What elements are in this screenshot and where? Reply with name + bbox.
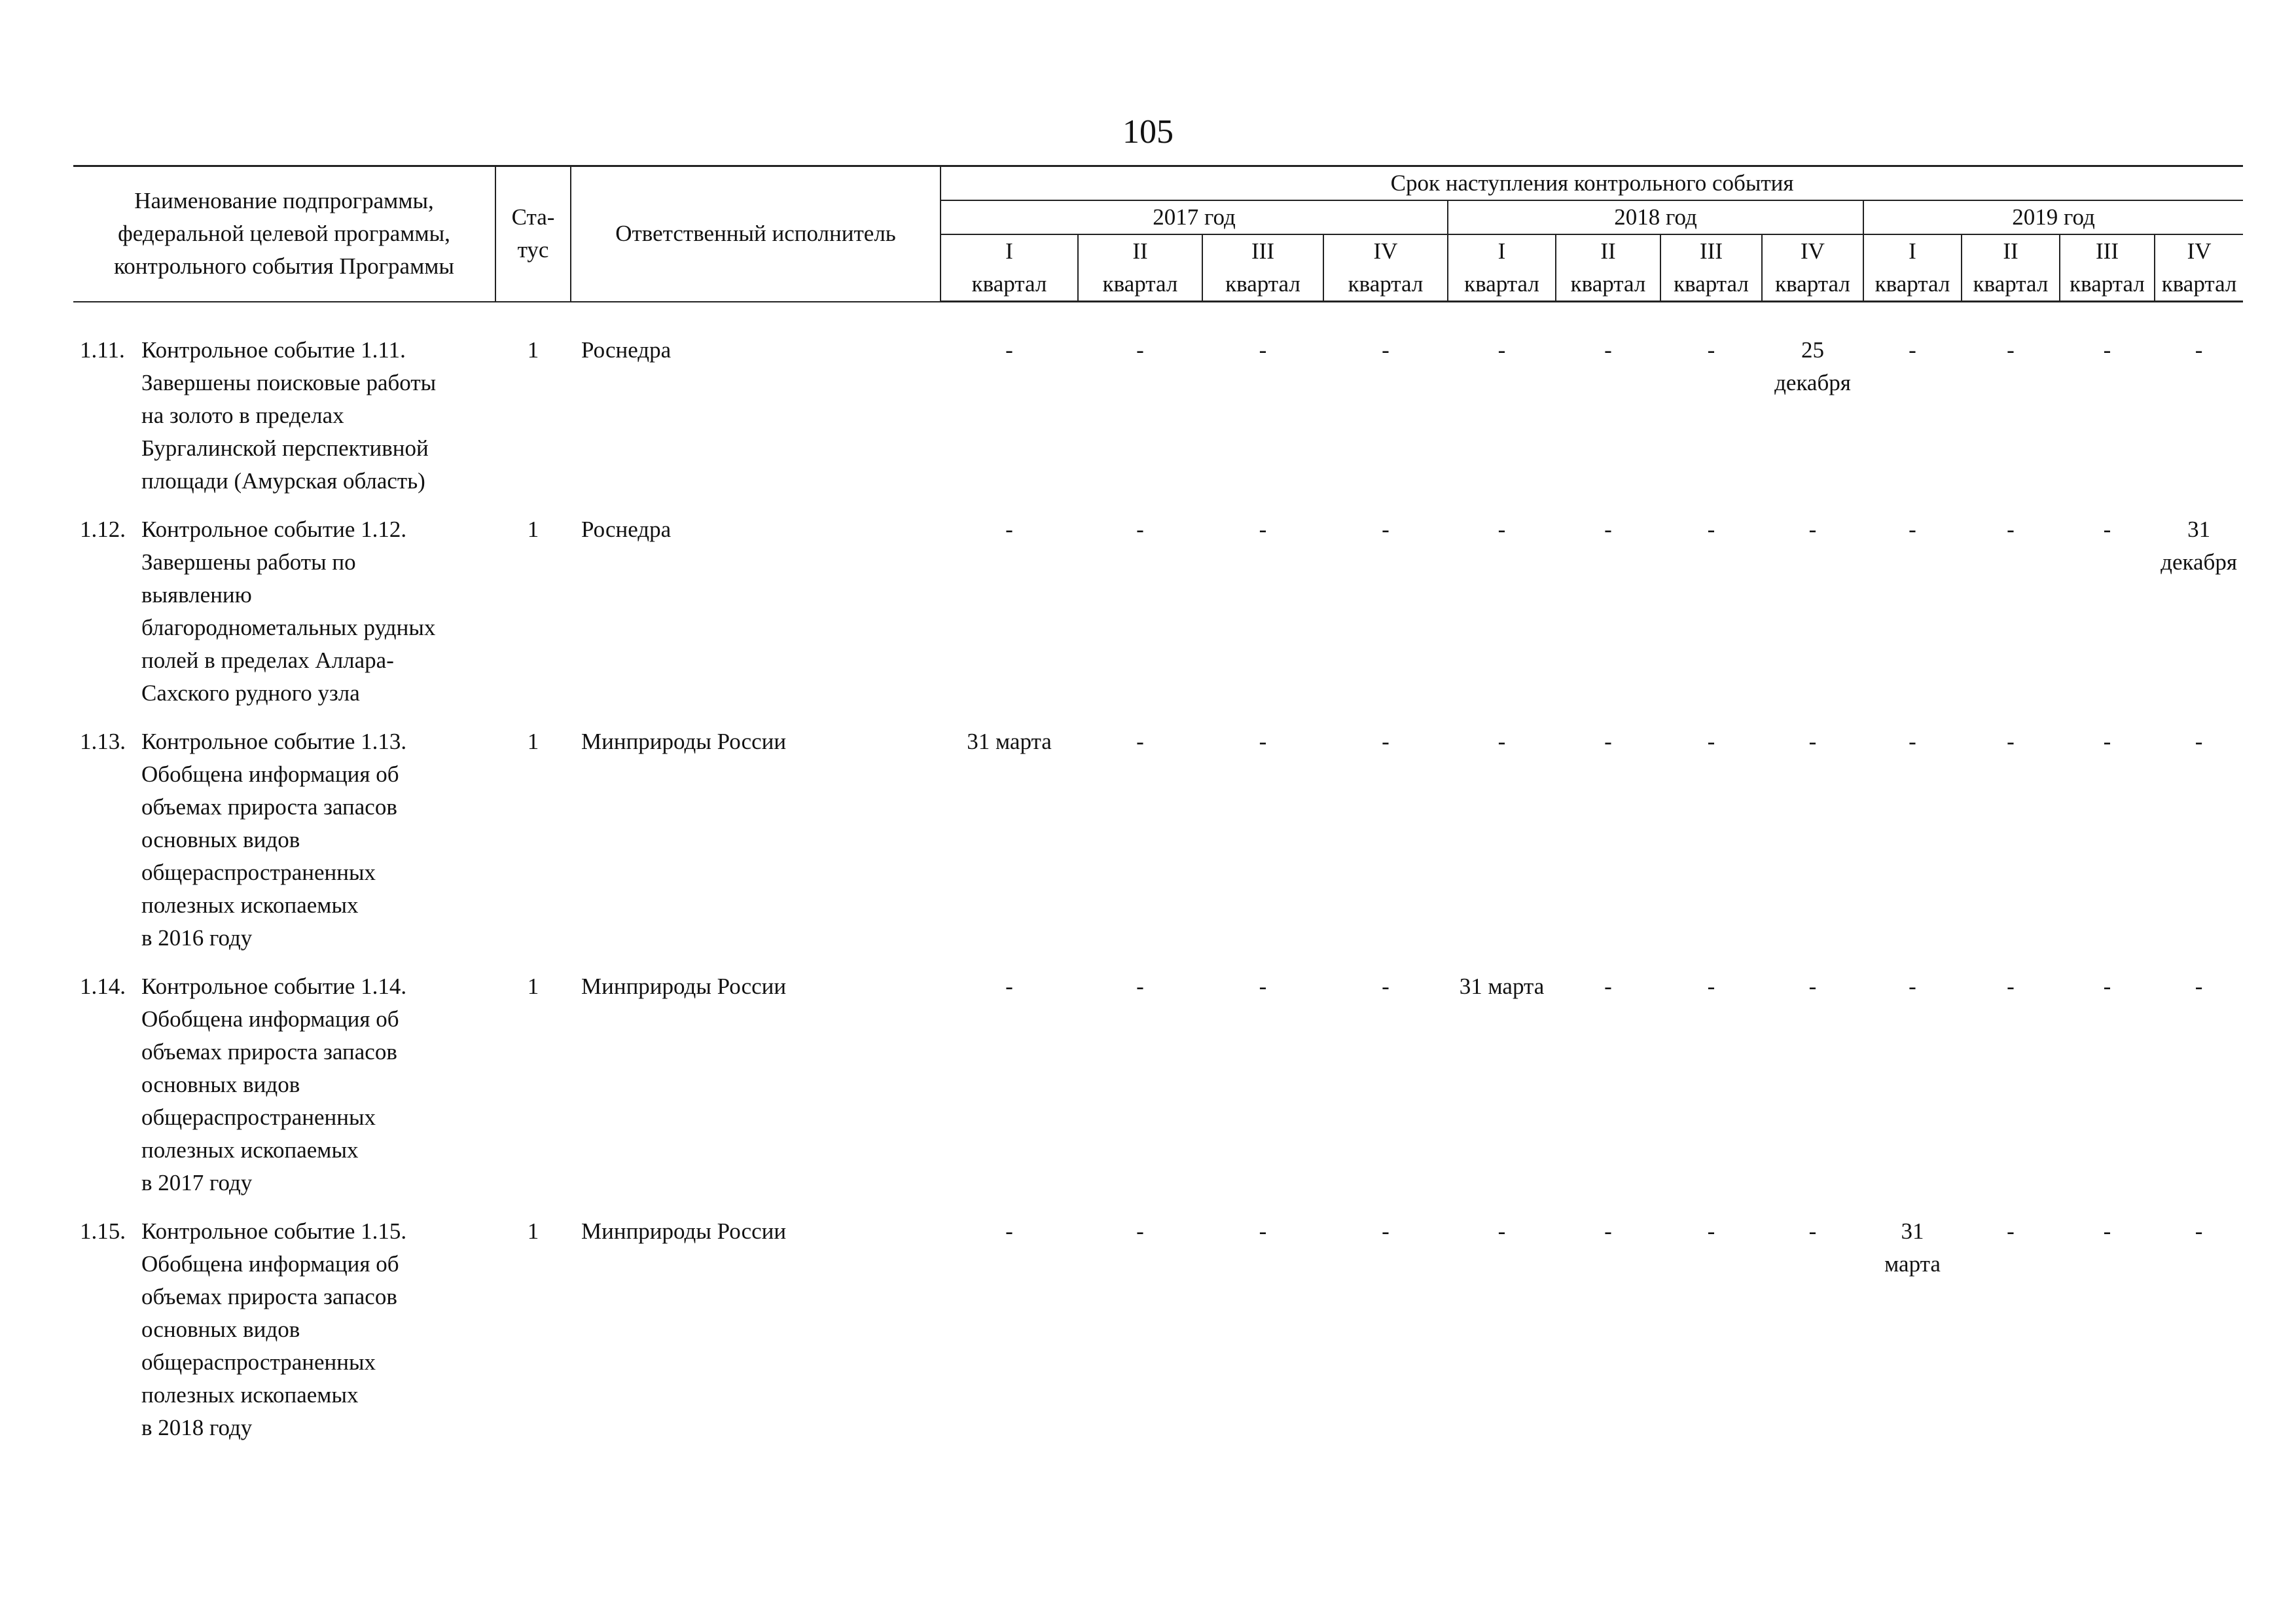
quarter-deadline-cell: - (2103, 974, 2111, 999)
quarter-deadline-cell: - (2007, 729, 2015, 754)
quarter-deadline-cell: - (1498, 337, 1506, 363)
quarter-deadline-cell: - (1498, 517, 1506, 542)
quarter-deadline-cell: - (1498, 1218, 1506, 1244)
header-executor-column: Ответственный исполнитель (571, 166, 941, 302)
quarter-deadline-cell: - (1604, 337, 1612, 363)
event-description: Контрольное событие 1.11. Завершены поисковые работы на золото в пределах Бургалинской перспективной площади (Амурская область) (141, 337, 437, 494)
quarter-deadline-cell: - (1604, 517, 1612, 542)
header-quarter-numeral: II (1556, 234, 1660, 268)
quarter-deadline-cell: 25 декабря (1774, 337, 1851, 395)
header-quarter-word: квартал (2060, 268, 2155, 302)
table-row (73, 1215, 2243, 1460)
quarter-deadline-cell: - (1136, 729, 1144, 754)
quarter-deadline-cell: - (2103, 517, 2111, 542)
header-status-column: Ста- тус (495, 166, 571, 302)
quarter-deadline-cell: - (1707, 517, 1715, 542)
event-name-cell (73, 970, 495, 1215)
quarter-deadline-cell: - (1382, 517, 1390, 542)
status-cell: 1 (527, 729, 539, 754)
header-quarter-word: квартал (1202, 268, 1323, 302)
table-row (73, 334, 2243, 513)
quarter-deadline-cell: - (1259, 1218, 1267, 1244)
header-quarter-word: квартал (941, 268, 1078, 302)
event-description: Контрольное событие 1.14. Обобщена информация об объемах прироста запасов основных видов общераспространенных полезных ископаемых в 2017 году (141, 974, 407, 1195)
quarter-deadline-cell: - (1604, 729, 1612, 754)
quarter-deadline-cell: - (1382, 1218, 1390, 1244)
header-quarter-numeral: I (1863, 234, 1962, 268)
executor-cell: Роснедра (581, 337, 672, 363)
header-quarter-word: квартал (1448, 268, 1556, 302)
quarter-deadline-cell: - (2195, 1218, 2203, 1244)
header-quarter-word: квартал (1078, 268, 1202, 302)
event-description: Контрольное событие 1.13. Обобщена информация об объемах прироста запасов основных видов общераспространенных полезных ископаемых в 2016 году (141, 729, 407, 951)
quarter-deadline-cell: - (2007, 517, 2015, 542)
event-description: Контрольное событие 1.15. Обобщена информация об объемах прироста запасов основных видов общераспространенных полезных ископаемых в 2018 году (141, 1218, 407, 1440)
quarter-deadline-cell: - (1259, 517, 1267, 542)
quarter-deadline-cell: - (2007, 974, 2015, 999)
quarter-deadline-cell: - (1382, 337, 1390, 363)
header-quarter-word: квартал (1660, 268, 1762, 302)
status-cell: 1 (527, 1218, 539, 1244)
header-year-2018: 2018 год (1448, 200, 1863, 234)
executor-cell: Минприроды России (581, 729, 787, 754)
quarter-deadline-cell: - (1808, 729, 1817, 754)
quarter-deadline-cell: - (2103, 729, 2111, 754)
header-quarter-word: квартал (1863, 268, 1962, 302)
event-number: 1.12. (80, 517, 126, 542)
header-quarter-numeral: I (1448, 234, 1556, 268)
control-events-table (73, 165, 2243, 1460)
header-deadline-title: Срок наступления контрольного события (941, 166, 2243, 201)
quarter-deadline-cell: - (1707, 729, 1715, 754)
page-number: 105 (1122, 113, 1174, 151)
header-quarter-numeral: I (941, 234, 1078, 268)
executor-cell: Роснедра (581, 517, 672, 542)
table-row (73, 725, 2243, 970)
event-name-cell (73, 513, 495, 725)
quarter-deadline-cell: - (1259, 974, 1267, 999)
quarter-deadline-cell: - (1136, 517, 1144, 542)
quarter-deadline-cell: - (1707, 974, 1715, 999)
header-quarter-numeral: II (1078, 234, 1202, 268)
status-cell: 1 (527, 517, 539, 542)
quarter-deadline-cell: - (1707, 1218, 1715, 1244)
quarter-deadline-cell: - (1808, 1218, 1817, 1244)
header-quarter-numeral: III (1202, 234, 1323, 268)
header-quarter-word: квартал (1323, 268, 1448, 302)
quarter-deadline-cell: - (1909, 974, 1916, 999)
header-quarter-numeral: II (1962, 234, 2060, 268)
event-number: 1.14. (80, 974, 126, 999)
quarter-deadline-cell: - (1005, 974, 1013, 999)
header-quarter-word: квартал (1962, 268, 2060, 302)
quarter-deadline-cell: - (2103, 1218, 2111, 1244)
header-quarter-numeral: IV (2155, 234, 2243, 268)
quarter-deadline-cell: - (2195, 729, 2203, 754)
header-name-column: Наименование подпрограммы, федеральной целевой программы, контрольного события Программы (73, 166, 495, 302)
status-cell: 1 (527, 974, 539, 999)
event-name-cell (73, 1215, 495, 1460)
event-description: Контрольное событие 1.12. Завершены работы по выявлению благороднометальных рудных полей в пределах Аллара- Сахского рудного узла (141, 517, 436, 706)
quarter-deadline-cell: - (1707, 337, 1715, 363)
quarter-deadline-cell: 31 марта (967, 729, 1052, 754)
event-number: 1.11. (80, 337, 125, 363)
table-row (73, 513, 2243, 725)
executor-cell: Минприроды России (581, 974, 787, 999)
header-quarter-numeral: IV (1762, 234, 1863, 268)
event-name-cell (73, 334, 495, 513)
header-quarter-numeral: IV (1323, 234, 1448, 268)
header-year-2017: 2017 год (941, 200, 1448, 234)
quarter-deadline-cell: - (1498, 729, 1506, 754)
quarter-deadline-cell: - (1136, 1218, 1144, 1244)
quarter-deadline-cell: - (1604, 974, 1612, 999)
quarter-deadline-cell: - (1808, 974, 1817, 999)
quarter-deadline-cell: - (1136, 974, 1144, 999)
status-cell: 1 (527, 337, 539, 363)
quarter-deadline-cell: - (1136, 337, 1144, 363)
header-year-2019: 2019 год (1863, 200, 2243, 234)
quarter-deadline-cell: - (1005, 1218, 1013, 1244)
executor-cell: Минприроды России (581, 1218, 787, 1244)
quarter-deadline-cell: - (1005, 337, 1013, 363)
quarter-deadline-cell: 31 марта (1884, 1218, 1941, 1277)
quarter-deadline-cell: 31 декабря (2161, 517, 2237, 575)
event-number: 1.15. (80, 1218, 126, 1244)
quarter-deadline-cell: - (1259, 337, 1267, 363)
quarter-deadline-cell: - (2195, 337, 2203, 363)
event-number: 1.13. (80, 729, 126, 754)
quarter-deadline-cell: 31 марта (1459, 974, 1545, 999)
quarter-deadline-cell: - (1382, 974, 1390, 999)
quarter-deadline-cell: - (1005, 517, 1013, 542)
quarter-deadline-cell: - (1382, 729, 1390, 754)
quarter-deadline-cell: - (1909, 337, 1916, 363)
header-quarter-word: квартал (1556, 268, 1660, 302)
table-row (73, 970, 2243, 1215)
quarter-deadline-cell: - (2103, 337, 2111, 363)
quarter-deadline-cell: - (2007, 1218, 2015, 1244)
header-quarter-numeral: III (2060, 234, 2155, 268)
header-quarter-numeral: III (1660, 234, 1762, 268)
header-quarter-word: квартал (2155, 268, 2243, 302)
quarter-deadline-cell: - (1909, 517, 1916, 542)
quarter-deadline-cell: - (1259, 729, 1267, 754)
quarter-deadline-cell: - (1909, 729, 1916, 754)
quarter-deadline-cell: - (2007, 337, 2015, 363)
event-name-cell (73, 725, 495, 970)
header-quarter-word: квартал (1762, 268, 1863, 302)
quarter-deadline-cell: - (1604, 1218, 1612, 1244)
quarter-deadline-cell: - (2195, 974, 2203, 999)
quarter-deadline-cell: - (1808, 517, 1817, 542)
